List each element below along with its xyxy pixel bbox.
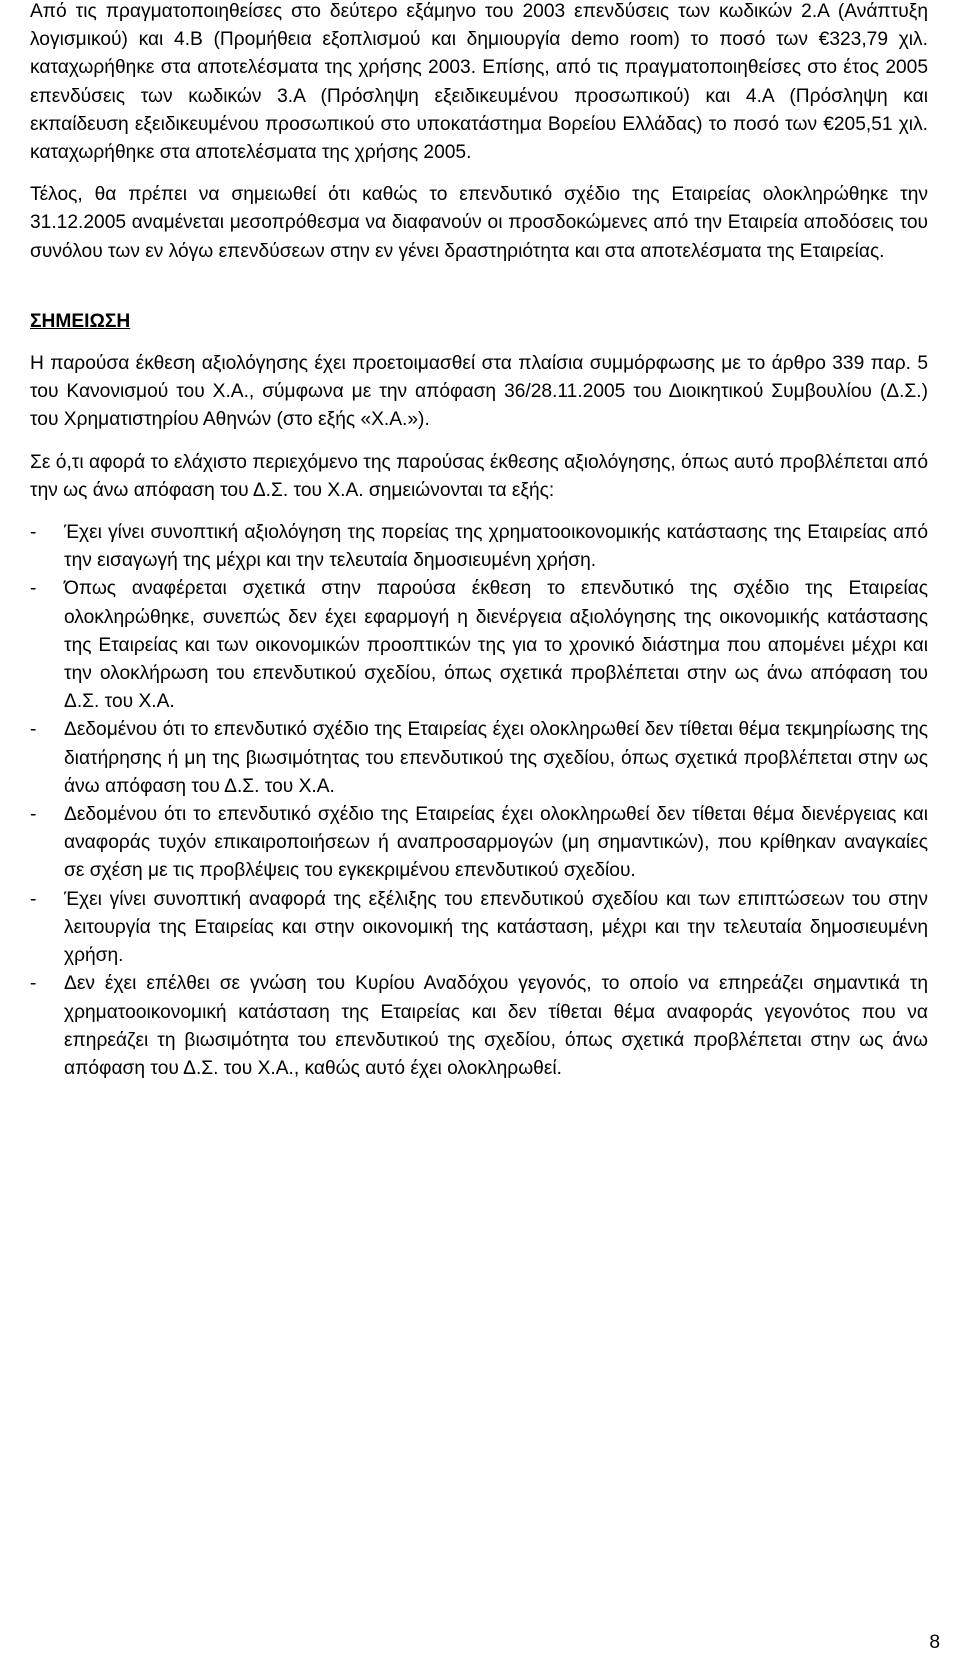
page-number: 8 bbox=[929, 1632, 940, 1653]
list-item-text: Έχει γίνει συνοπτική αναφορά της εξέλιξης του επενδυτικού σχεδίου και των επιπτώσεων του στην λειτουργία της Εταιρείας και στην οικονομική της κατάσταση, μέχρι και την τελευταία δημοσιευμένη χρήση. bbox=[64, 888, 928, 967]
paragraph-investments-expensed: Από τις πραγματοποιηθείσες στο δεύτερο εξάμηνο του 2003 επενδύσεις των κωδικών 2.Α (Ανάπτυξη λογισμικού) και 4.Β (Προμήθεια εξοπλισμού και δημιουργία demo room) το ποσό των €323,79 χιλ. καταχωρήθηκε στα αποτελέσματα της χρήσης 2003. Επίσης, από τις πραγματοποιηθείσες στο έτος 2005 επενδύσεις των κωδικών 3.Α (Πρόσληψη εξειδικευμένου προσωπικού) και 4.Α (Πρόσληψη και εκπαίδευση εξειδικευμένου προσωπικού στο υποκατάστημα Βορείου Ελλάδας) το ποσό των €205,51 χιλ. καταχωρήθηκε στα αποτελέσματα της χρήσης 2005. bbox=[30, 1, 928, 164]
findings-list bbox=[30, 519, 928, 1083]
list-item bbox=[30, 716, 928, 801]
list-item bbox=[30, 970, 928, 1083]
list-item-text: Δεδομένου ότι το επενδυτικό σχέδιο της Εταιρείας έχει ολοκληρωθεί δεν τίθεται θέμα διενέργειας και αναφοράς τυχόν επικαιροποιήσεων ή αναπροσαρμογών (μη σημαντικών), που κρίθηκαν αναγκαίες σε σχέση με τις προβλέψεις του εγκεκριμένου επενδυτικού σχεδίου. bbox=[64, 804, 928, 882]
list-item-text: Όπως αναφέρεται σχετικά στην παρούσα έκθεση το επενδυτικό της σχέδιο της Εταιρείας ολοκληρώθηκε, συνεπώς δεν έχει εφαρμογή η διενέργεια αξιολόγησης της οικονομικής κατάστασης της Εταιρείας και των οικονομικών προοπτικών της για το χρονικό διάστημα που απομένει μέχρι και την ολοκλήρωση του επενδυτικού σχεδίου, όπως σχετικά προβλέπεται στην ως άνω απόφαση του Δ.Σ. του Χ.Α. bbox=[64, 578, 928, 713]
list-item bbox=[30, 801, 928, 886]
list-item-text: Έχει γίνει συνοπτική αξιολόγηση της πορείας της χρηματοοικονομικής κατάστασης της Εταιρείας από την εισαγωγή της μέχρι και την τελευταία δημοσιευμένη χρήση. bbox=[64, 522, 928, 572]
list-item bbox=[30, 886, 928, 971]
list-item-text: Δεν έχει επέλθει σε γνώση του Κυρίου Αναδόχου γεγονός, το οποίο να επηρεάζει σημαντικά τη χρηματοοικονομική κατάσταση της Εταιρείας και δεν τίθεται θέμα αναφοράς γεγονότος που να επηρεάζει τη βιωσιμότητα του επενδυτικού της σχεδίου, όπως σχετικά προβλέπεται στην ως άνω απόφαση του Δ.Σ. του Χ.Α., καθώς αυτό έχει ολοκληρωθεί. bbox=[64, 973, 928, 1079]
note-heading-wrap bbox=[30, 308, 928, 336]
list-item-text: Δεδομένου ότι το επενδυτικό σχέδιο της Εταιρείας έχει ολοκληρωθεί δεν τίθεται θέμα τεκμηρίωσης της διατήρησης ή μη της βιωσιμότητας του επενδυτικού της σχεδίου, όπως σχετικά προβλέπεται στην ως άνω απόφαση του Δ.Σ. του Χ.Α. bbox=[64, 719, 928, 797]
list-dash: - bbox=[30, 804, 37, 826]
paragraph-report-compliance: Η παρούσα έκθεση αξιολόγησης έχει προετοιμασθεί στα πλαίσια συμμόρφωσης με το άρθρο 339 παρ. 5 του Κανονισμού του Χ.Α., σύμφωνα με την απόφαση 36/28.11.2005 του Διοικητικού Συμβουλίου (Δ.Σ.) του Χρηματιστηρίου Αθηνών (στο εξής «Χ.Α.»). bbox=[30, 353, 928, 431]
list-item bbox=[30, 519, 928, 575]
paragraph-investment-plan-completed: Τέλος, θα πρέπει να σημειωθεί ότι καθώς το επενδυτικό σχέδιο της Εταιρείας ολοκληρώθηκε την 31.12.2005 αναμένεται μεσοπρόθεσμα να διαφανούν οι προσδοκώμενες από την Εταιρεία αποδόσεις του συνόλου των εν λόγω επενδύσεων στην εν γένει δραστηριότητα και στα αποτελέσματα της Εταιρείας. bbox=[30, 184, 928, 262]
list-dash: - bbox=[30, 719, 37, 741]
paragraph-minimum-content: Σε ό,τι αφορά το ελάχιστο περιεχόμενο της παρούσας έκθεσης αξιολόγησης, όπως αυτό προβλέπεται από την ως άνω απόφαση του Δ.Σ. του Χ.Α. σημειώνονται τα εξής: bbox=[30, 451, 928, 501]
list-dash: - bbox=[30, 973, 37, 995]
list-item bbox=[30, 575, 928, 716]
note-heading: ΣΗΜΕΙΩΣΗ bbox=[30, 310, 131, 332]
document-body bbox=[30, 0, 928, 1083]
list-dash: - bbox=[30, 522, 37, 544]
list-dash: - bbox=[30, 888, 37, 910]
list-dash: - bbox=[30, 578, 37, 600]
